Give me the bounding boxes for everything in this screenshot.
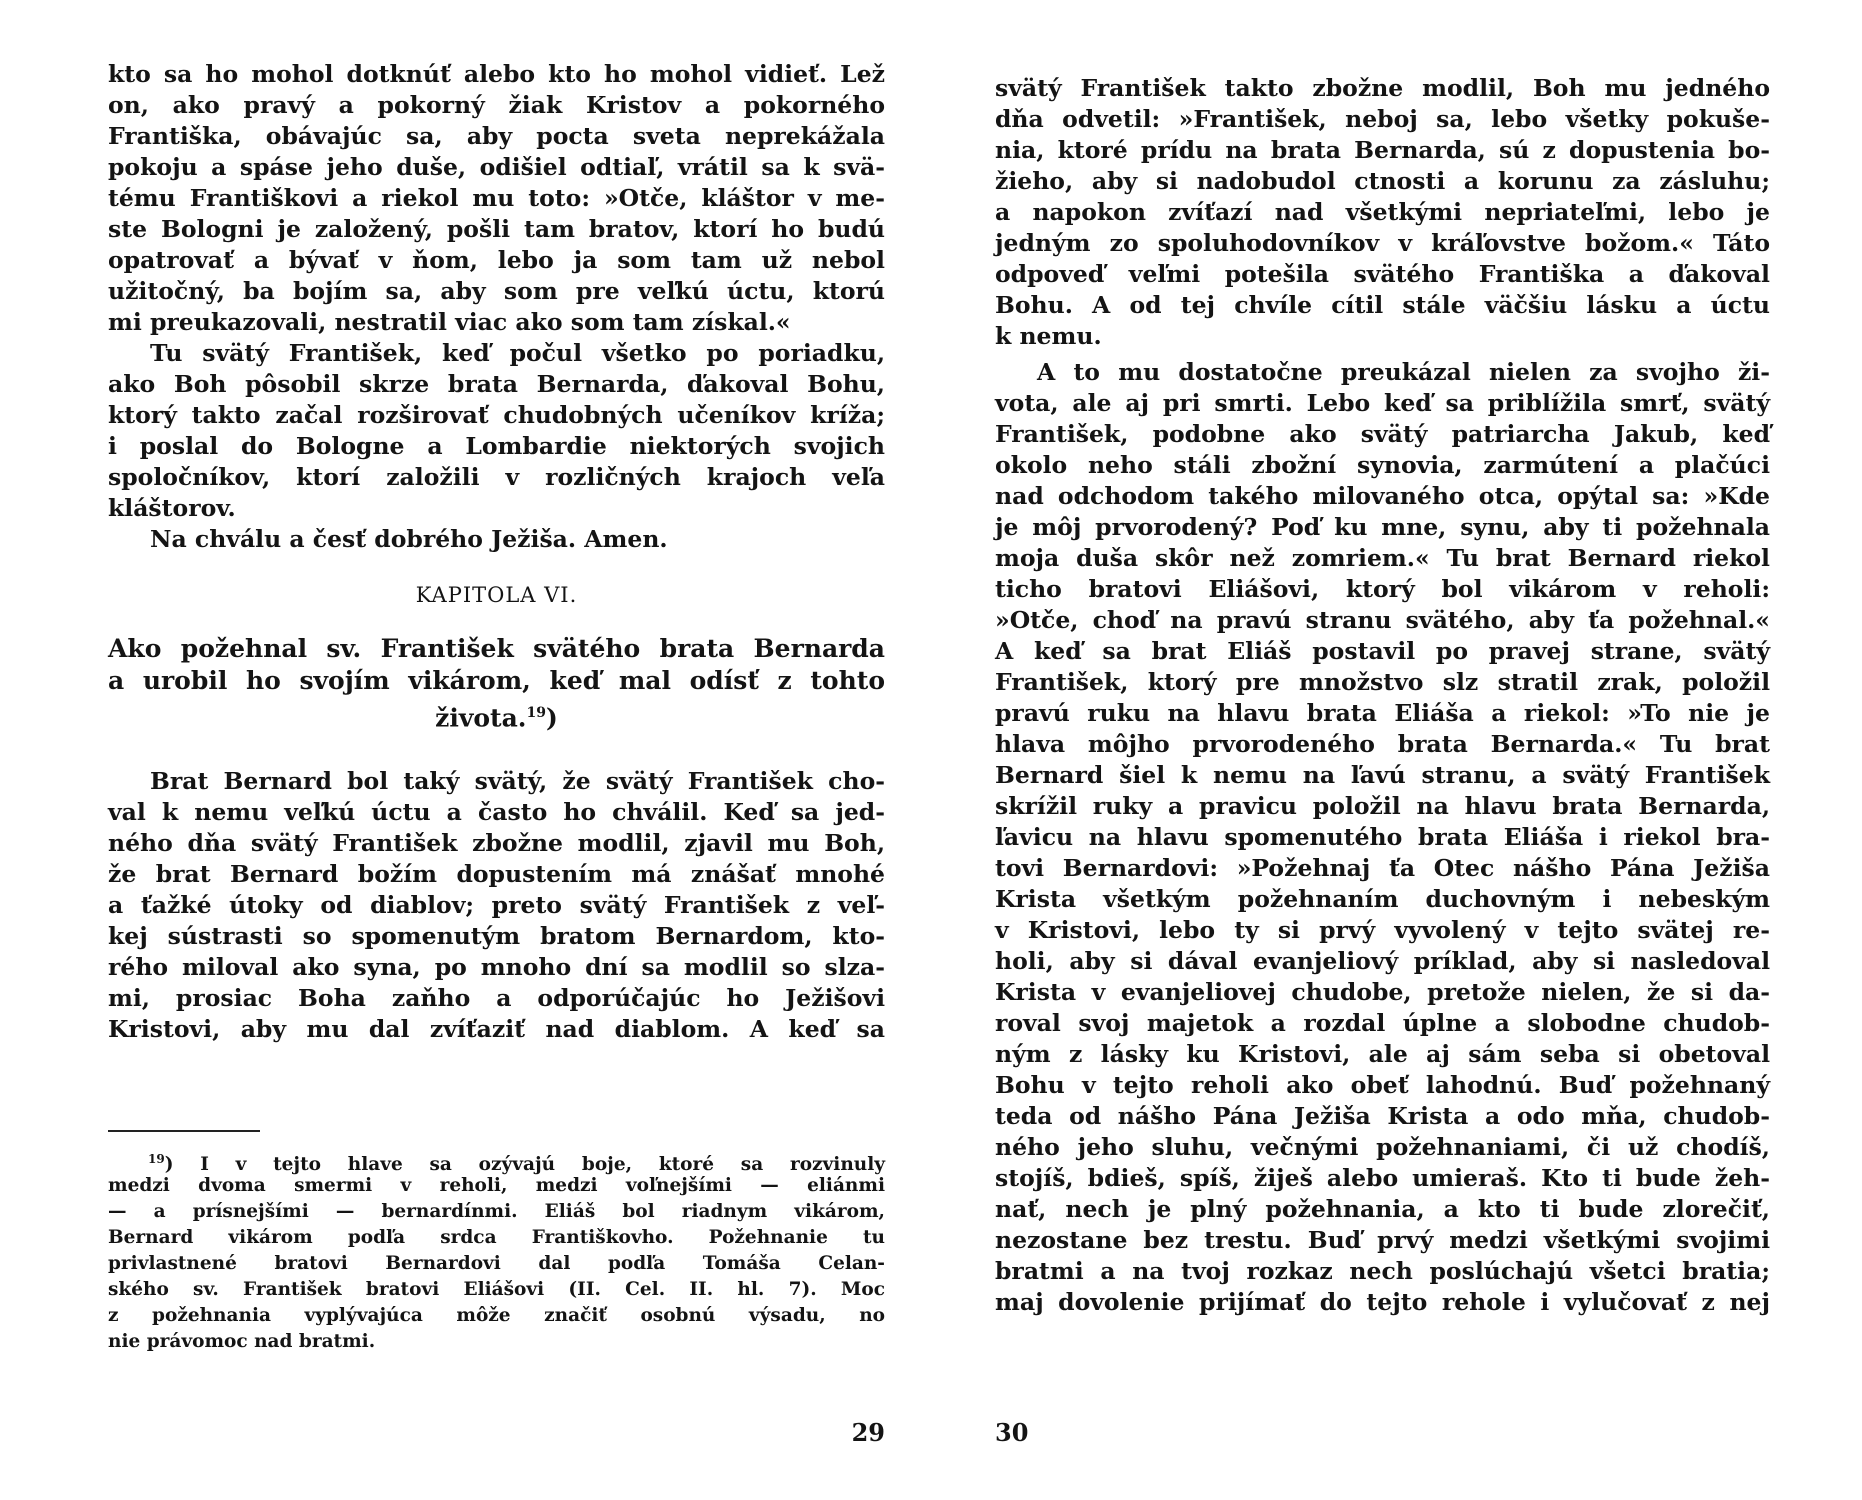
chapter-title-line: Ako požehnal sv. František svätého brata Bernarda: [108, 634, 885, 663]
footnote-line: [108, 1146, 885, 1176]
text-line: Krista v evanjeliovej chudobe, pretože nielen, že si da-: [995, 978, 1770, 1006]
text-line: pravú ruku na hlavu brata Eliáša a riekol: »To nie je: [995, 699, 1770, 727]
text-line: kej sústrasti so spomenutým bratom Bernardom, kto-: [108, 922, 885, 950]
text-line: a napokon zvíťazí nad všetkými nepriateľmi, lebo je: [995, 198, 1770, 226]
text-line: pokoju a spáse jeho duše, odišiel odtiaľ, vrátil sa k svä-: [108, 153, 885, 181]
text-line: holi, aby si dával evanjeliový príklad, aby si nasledoval: [995, 947, 1770, 975]
text-line: ticho bratovi Eliášovi, ktorý bol vikárom v reholi:: [995, 575, 1770, 603]
text-line: ným z lásky ku Kristovi, ale aj sám seba si obetoval: [995, 1040, 1770, 1068]
text-line: že brat Bernard božím dopustením má znášať mnohé: [108, 860, 885, 888]
text-line: Krista všetkým požehnaním duchovným i nebeským: [995, 885, 1770, 913]
text-line: »Otče, choď na pravú stranu svätého, aby ťa požehnal.«: [995, 606, 1770, 634]
text-line: Bohu. A od tej chvíle cítil stále väčšiu lásku a úctu: [995, 291, 1770, 319]
text-line: tovi Bernardovi: »Požehnaj ťa Otec nášho Pána Ježiša: [995, 854, 1770, 882]
text-line: ného jeho sluhu, večnými požehnaniami, či už chodíš,: [995, 1133, 1770, 1161]
page-number: 30: [995, 1418, 1029, 1447]
text-line: nezostane bez trestu. Buď prvý medzi všetkými svojimi: [995, 1226, 1770, 1254]
text-line: kto sa ho mohol dotknúť alebo kto ho mohol vidieť. Lež: [108, 60, 885, 88]
text-line: žieho, aby si nadobudol ctnosti a korunu za zásluhu;: [995, 167, 1770, 195]
text-line: nať, nech je plný požehnania, a kto ti bude zlorečiť,: [995, 1195, 1770, 1223]
text-line: val k nemu veľkú úctu a často ho chválil. Keď sa jed-: [108, 798, 885, 826]
text-line: ktorý takto začal rozširovať chudobných učeníkov kríža;: [108, 401, 885, 429]
text-line: rého miloval ako syna, po mnoho dní sa modlil so slza-: [108, 953, 885, 981]
chapter-title-last: života.: [435, 703, 527, 733]
text-line: je môj prvorodený? Poď ku mne, synu, aby ti požehnala: [995, 513, 1770, 541]
text-line: spoločníkov, ktorí založili v rozličných krajoch veľa: [108, 463, 885, 491]
text-line: roval svoj majetok a rozdal úplne a slobodne chudob-: [995, 1009, 1770, 1037]
text-line: ste Bologni je založený, pošli tam bratov, ktorí ho budú: [108, 215, 885, 243]
text-line: Františka, obávajúc sa, aby pocta sveta neprekážala: [108, 122, 885, 150]
footnote-line: nie právomoc nad bratmi.: [108, 1331, 376, 1352]
text-line: nia, ktoré prídu na brata Bernarda, sú z dopustenia bo-: [995, 136, 1770, 164]
footnote-line: medzi dvoma smermi v reholi, medzi voľnejšími — eliánmi: [108, 1175, 885, 1196]
text-line: jedným zo spoluhodovníkov v kráľovstve božom.« Táto: [995, 229, 1770, 257]
closing-line: Na chválu a česť dobrého Ježiša. Amen.: [150, 525, 668, 553]
text-line: stojíš, bdieš, spíš, žiješ alebo umieraš. Kto ti bude žeh-: [995, 1164, 1770, 1192]
text-line: skrížil ruky a pravicu položil na hlavu brata Bernarda,: [995, 792, 1770, 820]
chapter-label: KAPITOLA VI.: [415, 583, 578, 607]
footnote-ref: 19: [526, 705, 546, 721]
text-line: František, podobne ako svätý patriarcha Jakub, keď: [995, 420, 1770, 448]
text-line: A to mu dostatočne preukázal nielen za svojho ži-: [1037, 358, 1770, 386]
text-line: odpoveď veľmi potešila svätého Františka a ďakoval: [995, 260, 1770, 288]
text-line: v Kristovi, lebo ty si prvý vyvolený v tejto svätej re-: [995, 916, 1770, 944]
text-line: vota, ale aj pri smrti. Lebo keď sa priblížila smrť, svätý: [995, 389, 1770, 417]
text-line: Brat Bernard bol taký svätý, že svätý František cho-: [150, 767, 885, 795]
text-line: nad odchodom takého milovaného otca, opýtal sa: »Kde: [995, 482, 1770, 510]
footnote-number: 19: [148, 1152, 165, 1166]
footnote-line: privlastnené bratovi Bernardovi dal podľa Tomáša Celan-: [108, 1253, 885, 1274]
text-line: okolo neho stáli zbožní synovia, zarmútení a plačúci: [995, 451, 1770, 479]
text-line: on, ako pravý a pokorný žiak Kristov a pokorného: [108, 91, 885, 119]
text-line: ného dňa svätý František zbožne modlil, zjavil mu Boh,: [108, 829, 885, 857]
footnote-text: ) I v tejto hlave sa ozývajú boje, ktoré sa rozvinuly: [164, 1154, 885, 1176]
text-line: Bernard šiel k nemu na ľavú stranu, a svätý František: [995, 761, 1770, 789]
text-line: bratmi a na tvoj rozkaz nech poslúchajú všetci bratia;: [995, 1257, 1770, 1285]
text-line: užitočný, ba bojím sa, aby som pre veľkú úctu, ktorú: [108, 277, 885, 305]
text-line: a ťažké útoky od diablov; preto svätý František z veľ-: [108, 891, 885, 919]
footnote-line: ského sv. František bratovi Eliášovi (II. Cel. II. hl. 7). Moc: [108, 1279, 885, 1300]
text-line: moja duša skôr než zomriem.« Tu brat Bernard riekol: [995, 544, 1770, 572]
text-line: hlava môjho prvorodeného brata Bernarda.« Tu brat: [995, 730, 1770, 758]
text-line: svätý František takto zbožne modlil, Boh mu jedného: [995, 74, 1770, 102]
page-number: 29: [851, 1418, 885, 1447]
text-line: maj dovolenie prijímať do tejto rehole i vylučovať z nej: [995, 1288, 1770, 1316]
text-line: A keď sa brat Eliáš postavil po pravej strane, svätý: [995, 637, 1770, 665]
footnote-line: z požehnania vyplývajúca môže značiť osobnú výsadu, no: [108, 1305, 885, 1326]
text-line: i poslal do Bologne a Lombardie niektorých svojich: [108, 432, 885, 460]
chapter-title-line: [108, 697, 885, 733]
text-line: ľavicu na hlavu spomenutého brata Eliáša i riekol bra-: [995, 823, 1770, 851]
text-line: mi preukazovali, nestratil viac ako som tam získal.«: [108, 308, 791, 336]
text-line: tému Františkovi a riekol mu toto: »Otče, kláštor v me-: [108, 184, 885, 212]
text-line: opatrovať a bývať v ňom, lebo ja som tam už nebol: [108, 246, 885, 274]
text-line: Bohu v tejto reholi ako obeť lahodnú. Buď požehnaný: [995, 1071, 1770, 1099]
text-line: Kristovi, aby mu dal zvíťaziť nad diablom. A keď sa: [108, 1015, 885, 1043]
footnote-ref-paren: ): [546, 703, 558, 733]
footnote-line: — a prísnejšími — bernardínmi. Eliáš bol riadnym vikárom,: [108, 1201, 885, 1222]
text-line: mi, prosiac Boha zaňho a odporúčajúc ho Ježišovi: [108, 984, 885, 1012]
chapter-title-line: a urobil ho svojím vikárom, keď mal odísť z tohto: [108, 666, 885, 695]
footnote-divider: [108, 1130, 260, 1132]
footnote-line: Bernard vikárom podľa srdca Františkovho. Požehnanie tu: [108, 1227, 885, 1248]
text-line: dňa odvetil: »František, neboj sa, lebo všetky pokuše-: [995, 105, 1770, 133]
text-line: František, ktorý pre množstvo slz stratil zrak, položil: [995, 668, 1770, 696]
text-line: ako Boh pôsobil skrze brata Bernarda, ďakoval Bohu,: [108, 370, 885, 398]
text-line: Tu svätý František, keď počul všetko po poriadku,: [150, 339, 885, 367]
text-line: k nemu.: [995, 322, 1102, 350]
text-line: teda od nášho Pána Ježiša Krista a odo mňa, chudob-: [995, 1102, 1770, 1130]
text-line: kláštorov.: [108, 494, 236, 522]
